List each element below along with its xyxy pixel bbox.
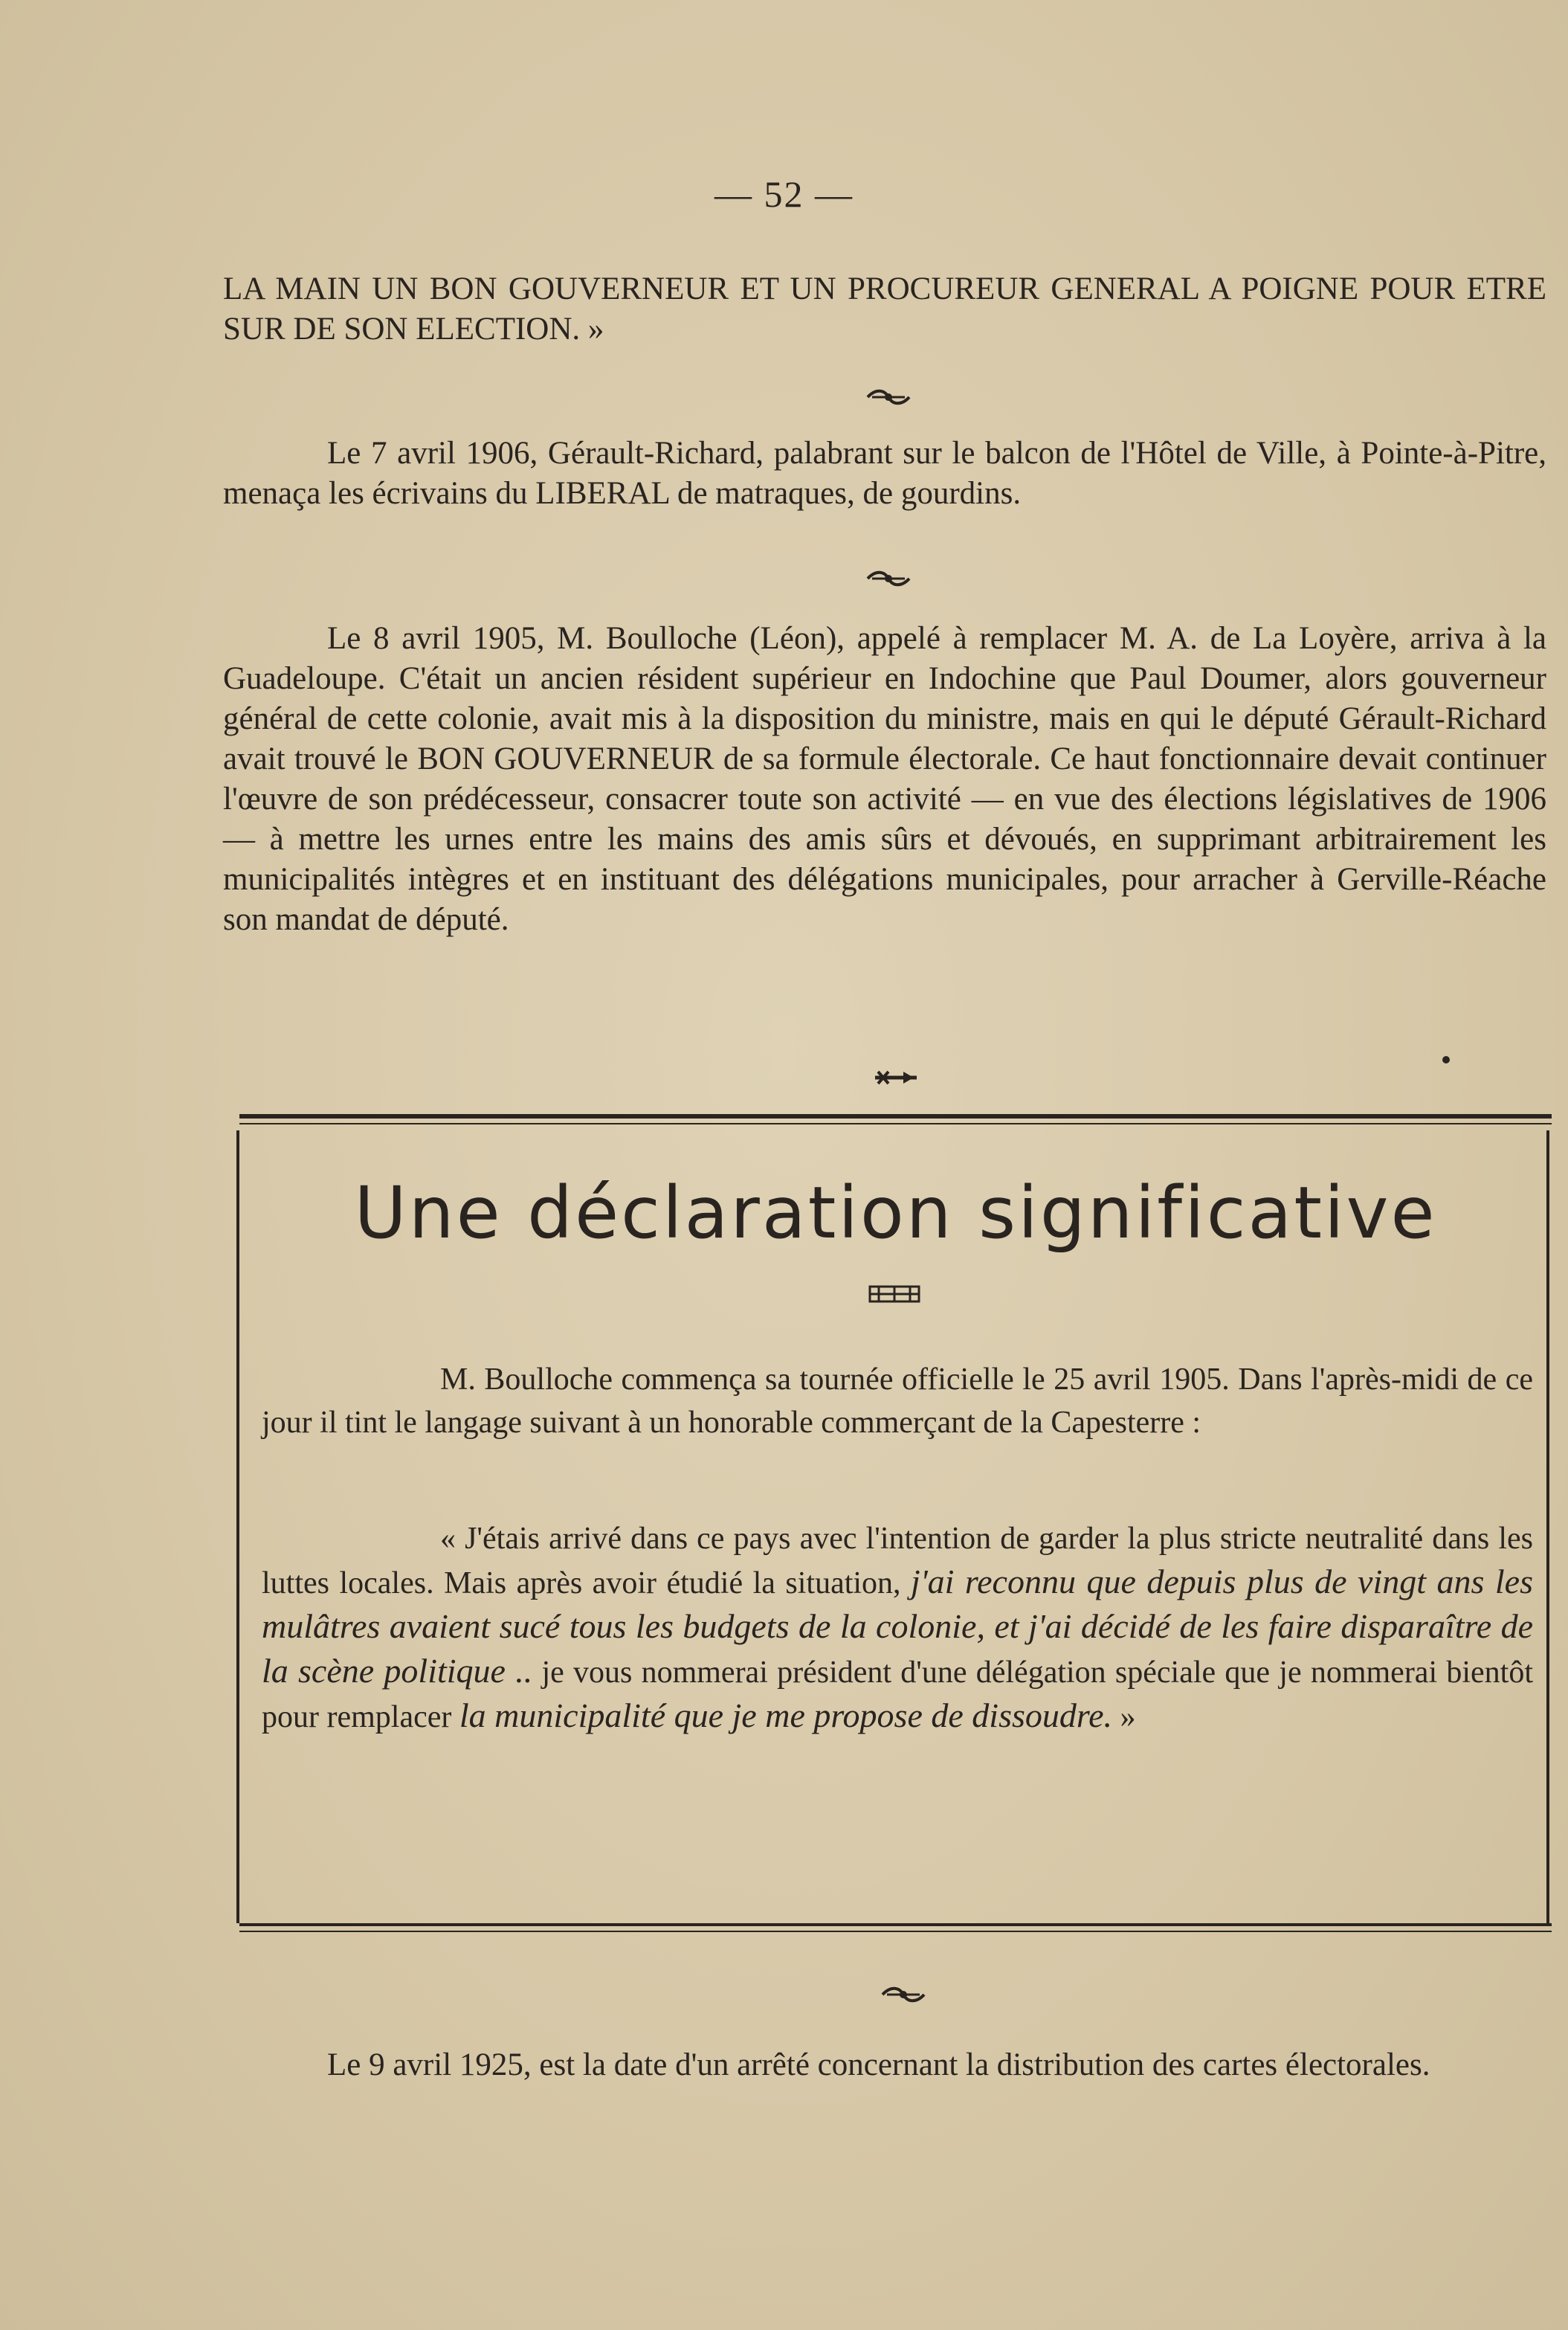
paragraph-9-avril: Le 9 avril 1925, est la date d'un arrêté concernant la distribution des cartes électorales. bbox=[327, 2047, 1430, 2082]
ink-dot bbox=[1442, 1056, 1450, 1063]
fleuron-icon bbox=[862, 568, 914, 589]
paragraph-7-avril: Le 7 avril 1906, Gérault-Richard, palabrant sur le balcon de l'Hôtel de Ville, à Pointe-à-Pitre, menaça les écrivains du LIBERAL de matraques, de gourdins. bbox=[223, 436, 1546, 511]
fleuron-icon bbox=[870, 1067, 922, 1088]
box-paragraph-quote bbox=[262, 1517, 1533, 1739]
paragraph-headline-end: LA MAIN UN BON GOUVERNEUR ET UN PROCUREUR GENERAL A POIGNE POUR ETRE SUR DE SON ELECTION. » bbox=[223, 271, 1546, 347]
quote-italic-2: la municipalité que je me propose de dissoudre. bbox=[459, 1696, 1112, 1734]
box-title: Une déclaration significative bbox=[354, 1171, 1437, 1255]
box-bottom-rule bbox=[239, 1923, 1552, 1926]
box-top-rule bbox=[239, 1114, 1552, 1119]
fleuron-icon bbox=[862, 387, 914, 408]
quote-middle: je vous nommerai président d'une délégation spéciale que je nommerai bientôt pour remplacer bbox=[262, 1655, 1534, 1734]
paragraph-8-avril: Le 8 avril 1905, M. Boulloche (Léon), appelé à remplacer M. A. de La Loyère, arriva à la Guadeloupe. C'était un ancien résident supérieur en Indochine que Paul Doumer, alors gouverneur général de cette colonie, avait mis à la disposition du ministre, mais en qui le député Gérault-Richard avait trouvé le BON GOUVERNEUR de sa formule électorale. Ce haut fonctionnaire devait continuer l'œuvre de son prédécesseur, consacrer toute son activité — en vue des élections législatives de 1906 — à mettre les urnes entre les mains des amis sûrs et dévoués, en supprimant arbitrairement les municipalités intègres et en instituant des délégations municipales, pour arracher à Gerville-Réache son mandat de député. bbox=[223, 621, 1546, 937]
box-bottom-rule-thin bbox=[239, 1931, 1552, 1932]
fleuron-icon bbox=[868, 1284, 920, 1304]
page-number: — 52 — bbox=[714, 173, 854, 215]
box-top-rule-thin bbox=[239, 1123, 1552, 1124]
quote-italic-1: j'ai reconnu que depuis plus de vingt ans les mulâtres avaient sucé tous les budgets de la colonie, et j'ai décidé de les faire disparaître de la scène politique .. bbox=[262, 1563, 1533, 1690]
fleuron-icon bbox=[877, 1984, 929, 2005]
box-paragraph-intro: M. Boulloche commença sa tournée officielle le 25 avril 1905. Dans l'après-midi de ce jour il tint le langage suivant à un honorable commerçant de la Capesterre : bbox=[262, 1362, 1533, 1440]
quote-end: » bbox=[1120, 1700, 1136, 1734]
quote-start: « J'étais arrivé dans ce pays avec l'intention de garder la plus stricte neutralité dans les luttes locales. Mais après avoir étudié la situation, bbox=[262, 1522, 1533, 1600]
